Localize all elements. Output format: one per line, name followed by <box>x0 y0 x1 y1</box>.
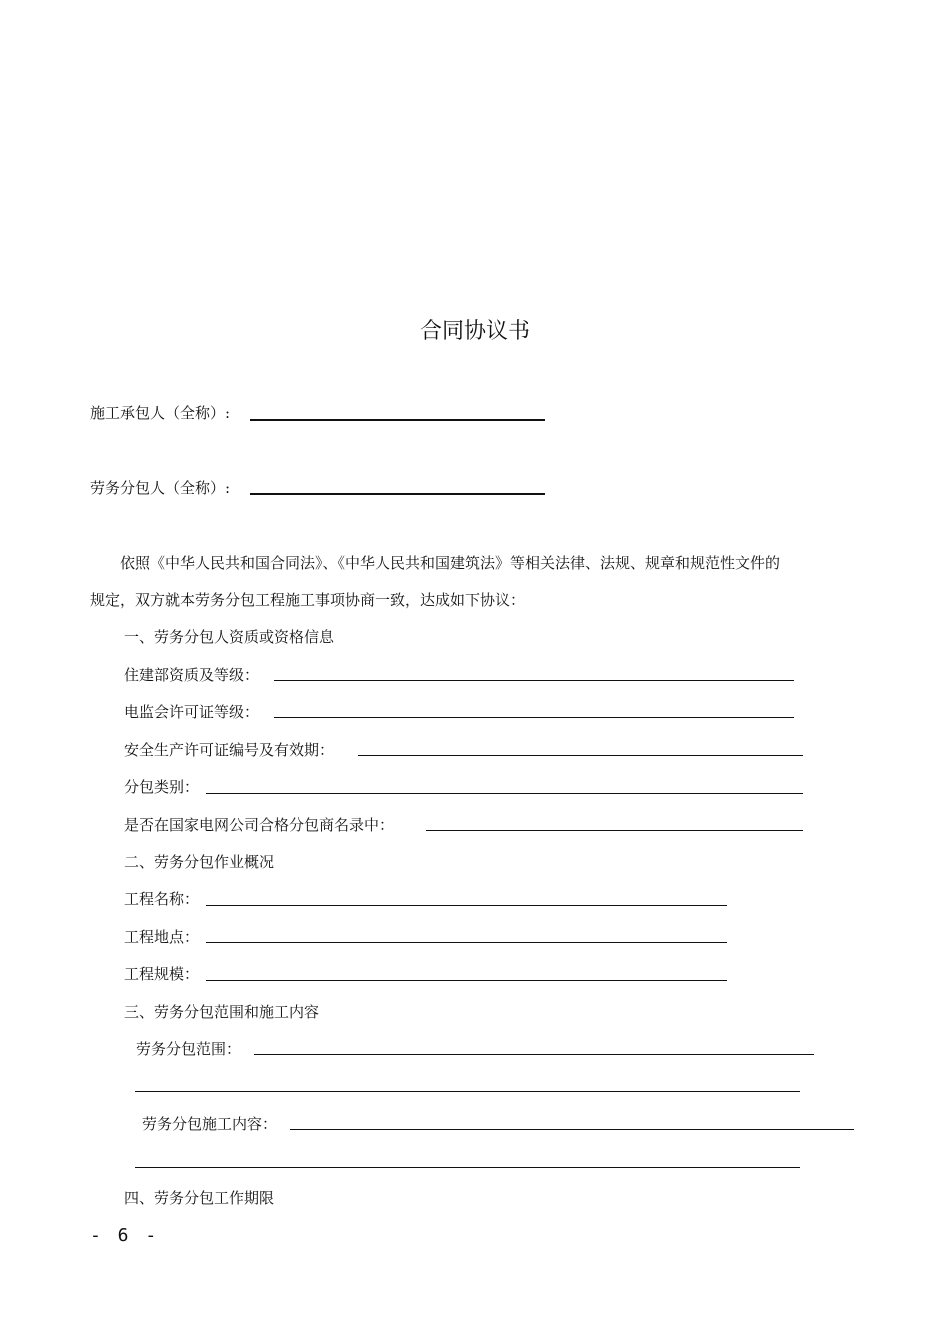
license-level-label: 电监会许可证等级： <box>124 703 260 721</box>
safety-license-label: 安全生产许可证编号及有效期： <box>124 741 335 759</box>
subcontractor-label: 劳务分包人（全称）: <box>90 479 231 497</box>
directory-fill-line[interactable] <box>426 830 803 831</box>
intro-line-1: 依照《中华人民共和国合同法》、《中华人民共和国建筑法》等相关法律、法规、规章和规范性文件的 <box>120 554 781 572</box>
subcontractor-fill-line[interactable] <box>250 493 545 495</box>
qualification-fill-line[interactable] <box>274 680 794 681</box>
directory-label: 是否在国家电网公司合格分包商名录中： <box>124 816 395 834</box>
project-location-fill-line[interactable] <box>206 942 727 943</box>
content-fill-line-2[interactable] <box>135 1167 800 1168</box>
section-1-heading: 一、劳务分包人资质或资格信息 <box>124 628 335 646</box>
license-level-fill-line[interactable] <box>274 717 794 718</box>
project-scale-fill-line[interactable] <box>206 980 727 981</box>
contractor-fill-line[interactable] <box>250 419 545 421</box>
document-title: 合同协议书 <box>419 319 530 344</box>
safety-license-fill-line[interactable] <box>358 755 803 756</box>
section-3-heading: 三、劳务分包范围和施工内容 <box>124 1003 320 1021</box>
section-2-heading: 二、劳务分包作业概况 <box>124 853 275 871</box>
project-name-fill-line[interactable] <box>206 905 727 906</box>
scope-fill-line[interactable] <box>254 1054 814 1055</box>
page-number: - 6 - <box>90 1225 160 1246</box>
intro-line-2: 规定，双方就本劳务分包工程施工事项协商一致，达成如下协议： <box>90 591 526 609</box>
qualification-label: 住建部资质及等级： <box>124 666 260 684</box>
contractor-label: 施工承包人（全称）: <box>90 404 231 422</box>
content-fill-line[interactable] <box>290 1129 854 1130</box>
category-label: 分包类别： <box>124 778 200 796</box>
content-label: 劳务分包施工内容： <box>142 1115 278 1133</box>
project-name-label: 工程名称： <box>124 890 200 908</box>
project-scale-label: 工程规模： <box>124 965 200 983</box>
project-location-label: 工程地点： <box>124 928 200 946</box>
section-4-heading: 四、劳务分包工作期限 <box>124 1189 275 1207</box>
scope-fill-line-2[interactable] <box>135 1091 800 1092</box>
scope-label: 劳务分包范围： <box>136 1040 242 1058</box>
category-fill-line[interactable] <box>206 793 803 794</box>
